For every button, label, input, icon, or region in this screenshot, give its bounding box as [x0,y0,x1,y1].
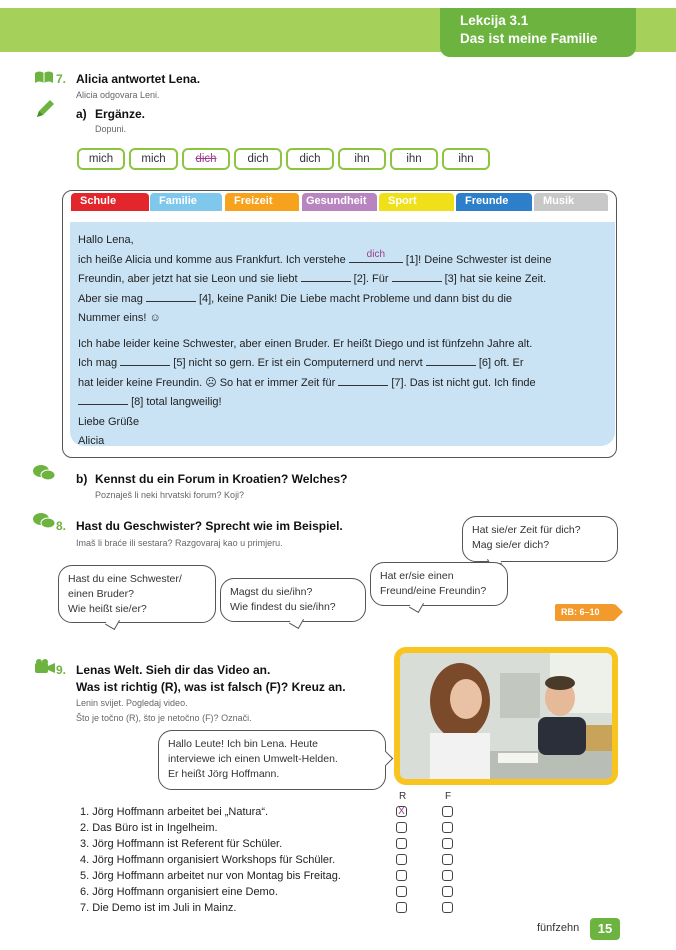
part-a-title: Ergänze. [95,107,146,121]
gap-6[interactable] [426,354,476,366]
part-a-subtitle: Dopuni. [95,124,127,134]
statement-item: 1. Jörg Hoffmann arbeitet bei „Natura“. [80,806,269,818]
letter-line: Nummer eins! ☺ [78,312,161,324]
gap-2[interactable] [301,270,351,282]
tab-gesundheit[interactable]: Gesundheit [302,193,377,211]
tab-familie[interactable]: Familie [150,193,222,211]
letter-line: Ich mag [5] nicht so gern. Er ist ein Computernerd und nervt [6] oft. Er [78,354,615,374]
exercise-9-instruction: Was ist richtig (R), was ist falsch (F)? Kreuz an. [76,680,346,694]
exercise-9-sub1: Lenin svijet. Pogledaj video. [76,698,188,708]
checkbox-r-7[interactable] [396,902,407,913]
speech-bubble: Hat er/sie einen Freund/eine Freundin? [370,562,508,606]
checkbox-f-7[interactable] [442,902,453,913]
letter-line: hat leider keine Freundin. ☹ So hat er immer Zeit für [7]. Das ist nicht gut. Ich finde [78,374,615,394]
letter-line: Liebe Grüße [78,415,140,428]
pencil-icon [34,98,56,120]
letter-line: Alicia [78,435,105,447]
statement-item: 4. Jörg Hoffmann organisiert Workshops für Schüler. [80,854,336,866]
tab-musik[interactable]: Musik [534,193,608,211]
exercise-7-subtitle: Alicia odgovara Leni. [76,90,160,100]
book-icon [34,70,54,84]
statement-item: 7. Die Demo ist im Juli in Mainz. [80,902,237,914]
checkbox-r-2[interactable] [396,822,407,833]
part-b-subtitle: Poznaješ li neki hrvatski forum? Koji? [95,490,245,500]
word-chip: dich [234,148,282,170]
checkbox-r-3[interactable] [396,838,407,849]
speech-bubbles-icon [32,512,56,530]
word-chip [182,148,230,170]
checkbox-f-1[interactable] [442,806,453,817]
gap-1[interactable]: dich [349,251,403,263]
statement-item: 2. Das Büro ist in Ingelheim. [80,822,218,834]
column-r-label: R [399,791,407,802]
speech-bubbles-icon [32,464,56,482]
exercise-8-subtitle: Imaš li braće ili sestara? Razgovaraj kao u primjeru. [76,538,283,548]
checkbox-f-2[interactable] [442,822,453,833]
checkbox-r-4[interactable] [396,854,407,865]
speech-bubble: Magst du sie/ihn? Wie findest du sie/ihn? [220,578,366,622]
letter-line: Aber sie mag [4], keine Panik! Die Liebe macht Probleme und dann bist du die [78,290,615,310]
word-chip-used: dich [195,153,217,165]
video-still-photo [394,647,618,785]
statement-item: 6. Jörg Hoffmann organisiert eine Demo. [80,886,278,898]
lesson-tab [440,5,636,57]
checkbox-f-4[interactable] [442,854,453,865]
statement-item: 5. Jörg Hoffmann arbeitet nur von Montag bis Freitag. [80,870,341,882]
checkbox-f-5[interactable] [442,870,453,881]
exercise-7-title: Alicia antwortet Lena. [76,72,201,86]
part-a-label: a) [76,107,87,121]
exercise-9-title: Lenas Welt. Sieh dir das Video an. [76,663,271,677]
tab-sport[interactable]: Sport [379,193,454,211]
part-b-label: b) [76,472,88,486]
gap-5[interactable] [120,354,170,366]
checkbox-r-1[interactable]: X [396,806,407,817]
checkbox-f-6[interactable] [442,886,453,897]
gap-8[interactable] [78,393,128,405]
letter-line: ich heiße Alicia und komme aus Frankfurt. Ich verstehe dich [1]! Deine Schwester ist deine [78,248,552,266]
letter-line: Freundin, aber jetzt hat sie Leon und sie liebt [2]. Für [3] hat sie keine Zeit. [78,270,615,290]
letter-line: [8] total langweilig! [78,393,615,413]
letter-line: Hallo Lena, [78,234,134,246]
gap-7[interactable] [338,374,388,386]
gap-3[interactable] [392,270,442,282]
speech-bubble: Hallo Leute! Ich bin Lena. Heute interviewe ich einen Umwelt-Helden. Er heißt Jörg Hoffmann. [158,730,386,790]
page-number-word: fünfzehn [537,922,580,934]
column-f-label: F [445,791,452,802]
speech-bubble: Hat sie/er Zeit für dich? Mag sie/er dich? [462,516,618,562]
checkbox-r-5[interactable] [396,870,407,881]
exercise-9-number: 9. [56,663,67,677]
page-number: 15 [590,918,620,940]
part-b-title: Kennst du ein Forum in Kroatien? Welches? [95,472,348,486]
word-chip: mich [77,148,125,170]
word-chip: ihn [442,148,490,170]
checkbox-f-3[interactable] [442,838,453,849]
exercise-7-number: 7. [56,72,67,86]
gap-4[interactable] [146,290,196,302]
exercise-8-number: 8. [56,519,67,533]
exercise-9-sub2: Što je točno (R), što je netočno (F)? Označi. [76,713,252,723]
interview-scene-illustration [400,653,612,779]
statement-item: 3. Jörg Hoffmann ist Referent für Schüler. [80,838,283,850]
forum-letter [70,222,615,446]
tab-freizeit[interactable]: Freizeit [225,193,299,211]
tab-schule[interactable]: Schule [71,193,149,211]
word-chip: mich [129,148,178,170]
checkbox-r-6[interactable] [396,886,407,897]
tab-freunde[interactable]: Freunde [456,193,532,211]
letter-line: Ich habe leider keine Schwester, aber einen Bruder. Er heißt Diego und ist fünfzehn Jahre alt. [78,337,533,350]
lesson-number: Lekcija 3.1 [460,13,529,28]
lesson-title: Das ist meine Familie [460,31,598,46]
word-chip: ihn [390,148,438,170]
word-chip: ihn [338,148,386,170]
exercise-8-title: Hast du Geschwister? Sprecht wie im Beispiel. [76,519,343,533]
video-camera-icon [34,658,56,674]
speech-bubble: Hast du eine Schwester/ einen Bruder? Wie heißt sie/er? [58,565,216,623]
word-chip: dich [286,148,334,170]
workbook-reference-badge: RB: 6–10 [555,604,615,621]
